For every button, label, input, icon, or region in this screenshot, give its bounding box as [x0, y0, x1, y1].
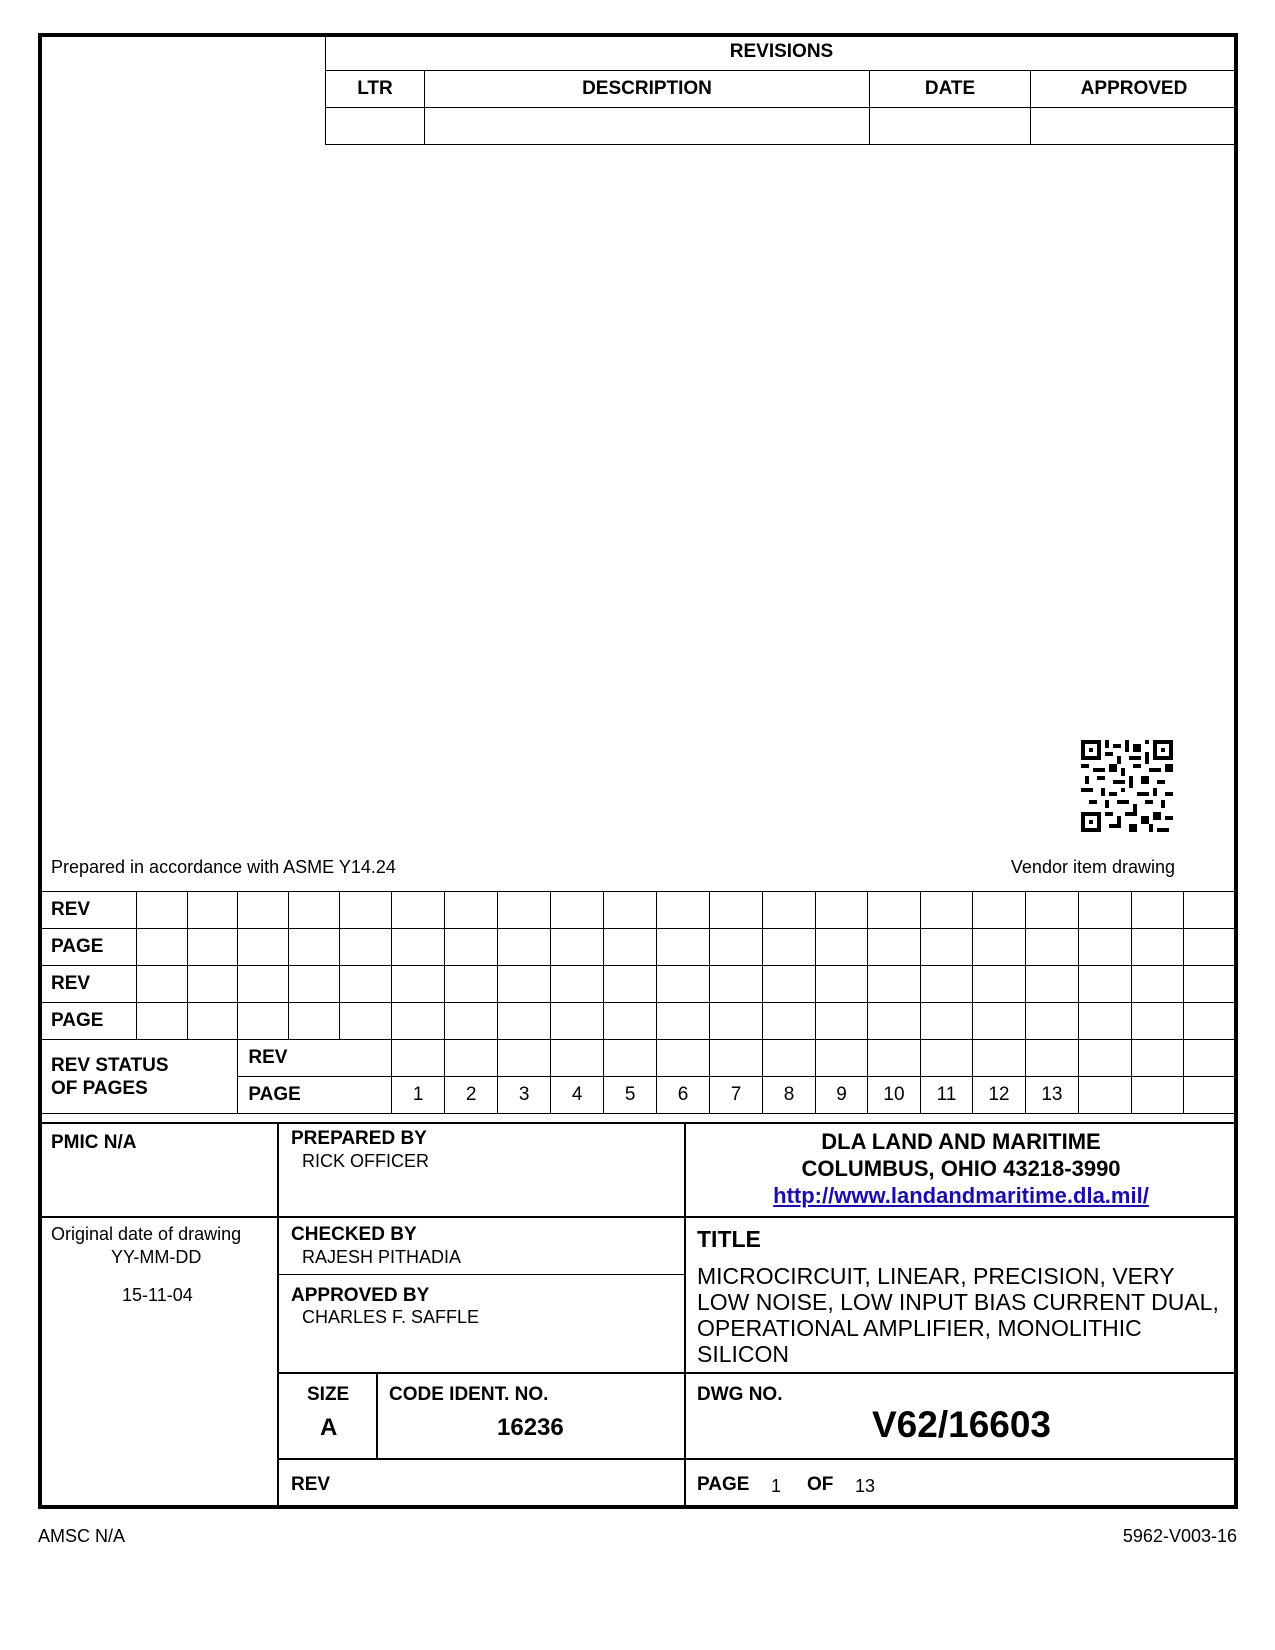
page-number: 8 — [763, 1077, 816, 1114]
revisions-header-description: DESCRIPTION — [425, 71, 870, 108]
revisions-table — [325, 33, 1238, 145]
grid-row-label: REV — [41, 892, 137, 929]
page-label: PAGE — [697, 1474, 750, 1495]
divider — [278, 1372, 1236, 1374]
org-block — [686, 1128, 1236, 1209]
page-total: 13 — [855, 1476, 876, 1496]
divider — [278, 1274, 684, 1275]
date-format: YY-MM-DD — [111, 1247, 202, 1267]
org-name: DLA LAND AND MARITIME — [821, 1129, 1101, 1154]
revisions-cell — [1031, 108, 1238, 145]
divider — [376, 1372, 378, 1458]
divider — [278, 1458, 1236, 1460]
rev-status-rev-label: REV — [238, 1040, 392, 1077]
revisions-header-ltr: LTR — [326, 71, 425, 108]
revisions-title: REVISIONS — [326, 34, 1238, 71]
revisions-cell — [870, 108, 1031, 145]
grid-row-rev-status — [41, 1040, 1236, 1077]
page-number: 2 — [445, 1077, 498, 1114]
rev-status-grid — [40, 891, 1236, 1114]
grid-row — [41, 1003, 1236, 1040]
rev-status-label-line1: REV STATUS — [51, 1054, 169, 1076]
page-number: 7 — [710, 1077, 763, 1114]
qr-code — [1081, 740, 1173, 832]
revisions-cell — [326, 108, 425, 145]
page-number: 12 — [972, 1077, 1025, 1114]
original-date-label: Original date of drawing — [51, 1224, 242, 1244]
grid-row — [41, 892, 1236, 929]
of-label: OF — [807, 1474, 834, 1495]
page-number: 1 — [392, 1077, 445, 1114]
page-number: 11 — [920, 1077, 972, 1114]
grid-row — [41, 966, 1236, 1003]
rev-status-label-line2: OF PAGES — [51, 1077, 148, 1099]
page-number: 6 — [657, 1077, 710, 1114]
page-number: 10 — [868, 1077, 921, 1114]
page-number-current: 1 — [771, 1476, 782, 1496]
divider — [40, 1216, 1236, 1218]
vendor-item-note: Vendor item drawing — [1010, 857, 1175, 877]
size-value: A — [320, 1414, 338, 1441]
page-number: 4 — [551, 1077, 604, 1114]
amsc-note: AMSC N/A — [38, 1526, 126, 1546]
approved-by-name: CHARLES F. SAFFLE — [302, 1307, 480, 1327]
page-number: 13 — [1025, 1077, 1078, 1114]
title-text: MICROCIRCUIT, LINEAR, PRECISION, VERY LOW NOISE, LOW INPUT BIAS CURRENT DUAL, OPERATIONAL AMPLIFIER, MONOLITHIC SILICON — [697, 1263, 1219, 1367]
prepared-by-label: PREPARED BY — [291, 1128, 427, 1149]
grid-row — [41, 929, 1236, 966]
checked-by-label: CHECKED BY — [291, 1224, 417, 1245]
divider — [277, 1122, 279, 1505]
rev-status-label — [41, 1040, 238, 1114]
divider — [40, 1122, 1236, 1124]
original-date: 15-11-04 — [122, 1285, 193, 1305]
grid-row-label: PAGE — [41, 1003, 137, 1040]
code-ident-label: CODE IDENT. NO. — [389, 1384, 549, 1405]
code-ident-value: 16236 — [497, 1414, 564, 1441]
page-number — [1078, 1077, 1131, 1114]
rev-status-page-label: PAGE — [238, 1077, 392, 1114]
page-number: 9 — [816, 1077, 868, 1114]
approved-by-label: APPROVED BY — [291, 1285, 430, 1306]
form-number: 5962-V003-16 — [1122, 1526, 1237, 1546]
title-label: TITLE — [697, 1226, 761, 1252]
page-number: 3 — [498, 1077, 551, 1114]
dwg-no-value: V62/16603 — [872, 1404, 1052, 1445]
page-number — [1131, 1077, 1183, 1114]
asme-note: Prepared in accordance with ASME Y14.24 — [51, 857, 396, 877]
size-label: SIZE — [307, 1384, 350, 1405]
page-number — [1183, 1077, 1235, 1114]
page-number: 5 — [604, 1077, 657, 1114]
org-address: COLUMBUS, OHIO 43218-3990 — [801, 1156, 1121, 1181]
rev-label: REV — [291, 1474, 331, 1495]
grid-row-label: REV — [41, 966, 137, 1003]
org-url[interactable]: http://www.landandmaritime.dla.mil/ — [773, 1183, 1149, 1208]
revisions-header-date: DATE — [870, 71, 1031, 108]
revisions-cell — [425, 108, 870, 145]
grid-row-label: PAGE — [41, 929, 137, 966]
pmic-label: PMIC N/A — [51, 1132, 137, 1153]
checked-by-name: RAJESH PITHADIA — [302, 1247, 462, 1267]
dwg-no-label: DWG NO. — [697, 1384, 783, 1405]
revisions-header-approved: APPROVED — [1031, 71, 1238, 108]
prepared-by-name: RICK OFFICER — [302, 1151, 430, 1171]
